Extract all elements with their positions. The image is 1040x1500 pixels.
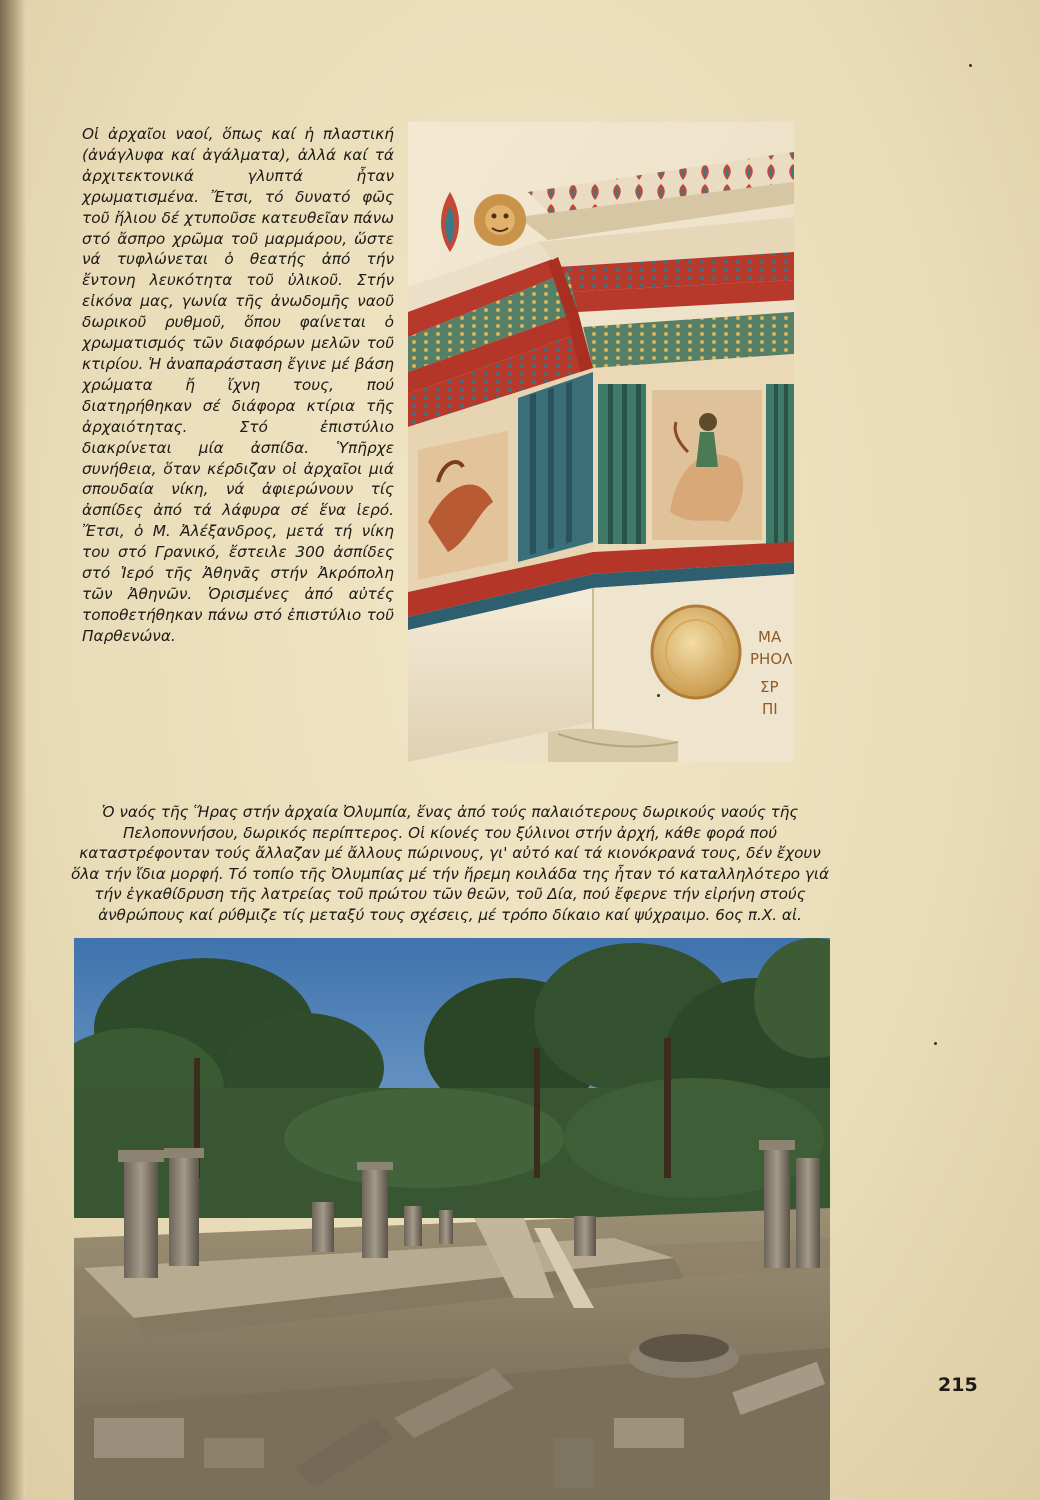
- doric-temple-color-reconstruction-illustration: [408, 122, 794, 762]
- inscription-line: ΣΡ: [760, 678, 779, 696]
- olympia-ruins-scene: [74, 938, 830, 1500]
- temple-of-hera-olympia-photo: [74, 938, 830, 1500]
- temple-color-caption: Οἱ ἀρχαῖοι ναοί, ὅπως καί ἡ πλαστική (ἀνάγλυφα καί ἀγάλματα), ἀλλά καί τά ἀρχιτεκτονικά γλυπτά ἦταν χρωματισμένα. Ἔτσι, τό δυνατό φῶς τοῦ ἥλιου δέ χτυποῦσε κατευθεῖαν πάνω στό ἄσπρο χρῶμα τοῦ μαρμάρου, ὥστε νά τυφλώνεται ὁ θεατής ἀπό τήν ἔντονη λευκότητα τοῦ ὑλικοῦ. Στήν εἰκόνα μας, γωνία τῆς ἀνωδομῆς ναοῦ δωρικοῦ ρυθμοῦ, ὅπου φαίνεται ὁ χρωματισμός τῶν διαφόρων μελῶν τοῦ κτιρίου. Ἡ ἀναπαράσταση ἔγινε μέ βάση χρώματα ἤ ἴχνη τους, πού διατηρήθηκαν σέ διάφορα κτίρια τῆς ἀρχαιότητας. Στό ἐπιστύλιο διακρίνεται μία ἀσπίδα. Ὑπῆρχε συνήθεια, ὅταν κέρδιζαν οἱ ἀρχαῖοι μιά σπουδαία νίκη, νά ἀφιερώνουν τίς ἀσπίδες ἀπό τά λάφυρα σέ ἕνα ἱερό. Ἔτσι, ὁ Μ. Ἀλέξανδρος, μετά τή νίκη του στό Γρανικό, ἔστειλε 300 ἀσπίδες στό Ἱερό τῆς Ἀθηνᾶς στήν Ἀκρόπολη τῶν Ἀθηνῶν. Ὁρισμένες ἀπό αὐτές τοποθετήθηκαν πάνω στό ἐπιστύλιο τοῦ Παρθενώνα.: [82, 125, 394, 645]
- heraion-olympia-caption: Ὁ ναός τῆς Ἥρας στήν ἀρχαία Ὀλυμπία, ἕνας ἀπό τούς παλαιότερους δωρικούς ναούς τῆς Πελοποννήσου, δωρικός περίπτερος. Οἱ κίονές του ξύλινοι στήν ἀρχή, κάθε φορά πού καταστρέφονταν τούς ἄλλαζαν μέ ἄλλους πώρινους, γι' αὐτό καί τά κιονόκρανά τους, δέν ἔχουν ὅλα τήν ἴδια μορφή. Τό τοπίο τῆς Ὀλυμπίας μέ τήν ἤρεμη κοιλάδα της ἦταν τό καταλληλότερο γιά τήν ἐγκαθίδρυση τῆς λατρείας τοῦ πρώτου τῶν θεῶν, τοῦ Δία, πού ἔφερνε τήν εἰρήνη στούς ἀνθρώπους καί ρύθμιζε τίς μεταξύ τους σχέσεις, μέ τρόπο δίκαιο καί ψύχραιμο. 6ος π.Χ. αἰ.: [71, 803, 829, 924]
- scan-speck: [657, 694, 660, 697]
- inscription-line: ΡΗΟΛ: [750, 650, 793, 668]
- temple-corner-drawing: [408, 122, 794, 762]
- inscription-line: ΠΙ: [762, 700, 778, 718]
- page-number: 215: [938, 1374, 978, 1396]
- inscription-line: ΜΑ: [758, 628, 782, 646]
- binding-spine-shadow: [0, 0, 26, 1500]
- lion-head-spout: [474, 194, 526, 246]
- scan-speck: [969, 64, 972, 67]
- frieze-right: [593, 354, 794, 552]
- scan-speck: [934, 1042, 937, 1045]
- votive-shield: [652, 606, 740, 698]
